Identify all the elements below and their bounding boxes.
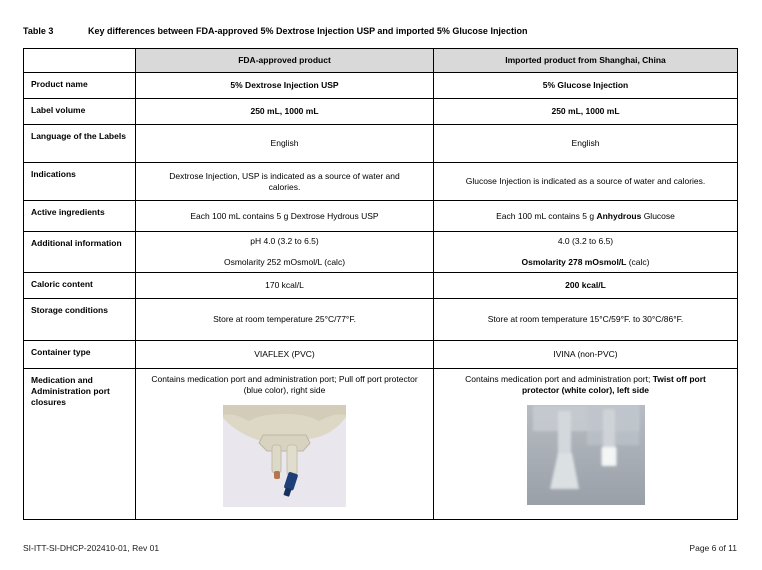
text-segment: Glucose [641, 210, 675, 221]
osmolarity-value [448, 257, 723, 268]
imported-additional-information [434, 232, 738, 273]
table-number: Table 3 [23, 26, 54, 36]
ph-value: pH 4.0 (3.2 to 6.5) [250, 236, 319, 246]
row-product-name [24, 73, 738, 99]
row-label: Active ingredients [24, 201, 136, 232]
iv-bag-with-blue-pull-off-port-photo [150, 405, 419, 510]
imported-product-name: 5% Glucose Injection [434, 73, 738, 99]
document-id: SI-ITT-SI-DHCP-202410-01, Rev 01 [23, 543, 160, 553]
port-closure-text: Contains medication port and administration port; Pull off port protector (blue color), right side [151, 374, 418, 395]
comparison-table [23, 48, 738, 520]
table-caption [23, 26, 527, 36]
fda-storage-conditions: Store at room temperature 25°C/77°F. [136, 299, 434, 341]
port-closure-text [448, 374, 723, 396]
medication-port-tip [274, 471, 280, 479]
page-footer [23, 543, 737, 553]
fda-active-ingredients: Each 100 mL contains 5 g Dextrose Hydrous USP [136, 201, 434, 232]
row-label: Language of the Labels [24, 125, 136, 163]
text-segment: (calc) [626, 257, 650, 267]
row-label: Container type [24, 341, 136, 369]
imported-label-volume: 250 mL, 1000 mL [434, 99, 738, 125]
row-storage-conditions [24, 299, 738, 341]
row-additional-information [24, 232, 738, 273]
iv-bag-photo-fda [223, 405, 346, 507]
row-label: Medication and Administration port closures [24, 369, 136, 520]
bold-text-segment: Anhydrous [596, 210, 642, 221]
fda-language: English [136, 125, 434, 163]
column-header-fda: FDA-approved product [136, 49, 434, 73]
row-label: Label volume [24, 99, 136, 125]
imported-container-type: IVINA (non-PVC) [434, 341, 738, 369]
page-number: Page 6 of 11 [689, 543, 737, 553]
osmolarity-value: Osmolarity 252 mOsmol/L (calc) [223, 257, 346, 267]
iv-bag-photo-imported [527, 405, 645, 505]
row-label: Indications [24, 163, 136, 201]
imported-port-closures [434, 369, 738, 520]
ph-value: 4.0 (3.2 to 6.5) [557, 236, 614, 246]
fda-container-type: VIAFLEX (PVC) [136, 341, 434, 369]
imported-storage-conditions: Store at room temperature 15°C/59°F. to 30°C/86°F. [434, 299, 738, 341]
imported-caloric-content: 200 kcal/L [434, 273, 738, 299]
imported-indications: Glucose Injection is indicated as a source of water and calories. [434, 163, 738, 201]
row-container-type [24, 341, 738, 369]
row-label-volume [24, 99, 738, 125]
table-title: Key differences between FDA-approved 5% Dextrose Injection USP and imported 5% Glucose Injection [88, 26, 528, 36]
fda-additional-information [136, 232, 434, 273]
table-header-row [24, 49, 738, 73]
text-segment: Each 100 mL contains 5 g [496, 210, 597, 221]
fda-label-volume: 250 mL, 1000 mL [136, 99, 434, 125]
fda-caloric-content: 170 kcal/L [136, 273, 434, 299]
column-header-imported: Imported product from Shanghai, China [434, 49, 738, 73]
iv-bag-with-white-twist-off-port-photo [448, 405, 723, 508]
row-language [24, 125, 738, 163]
row-label: Product name [24, 73, 136, 99]
row-label: Caloric content [24, 273, 136, 299]
bold-text-segment: Twist off port protector (white color), left side [521, 374, 706, 395]
row-caloric-content [24, 273, 738, 299]
fda-product-name: 5% Dextrose Injection USP [136, 73, 434, 99]
row-label: Storage conditions [24, 299, 136, 341]
bold-text-segment: Osmolarity 278 mOsmol/L [521, 257, 627, 267]
fda-indications: Dextrose Injection, USP is indicated as a source of water and calories. [136, 163, 434, 201]
text-segment: Contains medication port and administration port; [465, 374, 653, 384]
row-label: Additional information [24, 232, 136, 273]
row-active-ingredients [24, 201, 738, 232]
fda-port-closures [136, 369, 434, 520]
header-spacer-cell [24, 49, 136, 73]
row-port-closures [24, 369, 738, 520]
white-twist-off-port-protector [601, 409, 616, 466]
imported-active-ingredients [434, 201, 738, 232]
row-indications [24, 163, 738, 201]
imported-language: English [434, 125, 738, 163]
